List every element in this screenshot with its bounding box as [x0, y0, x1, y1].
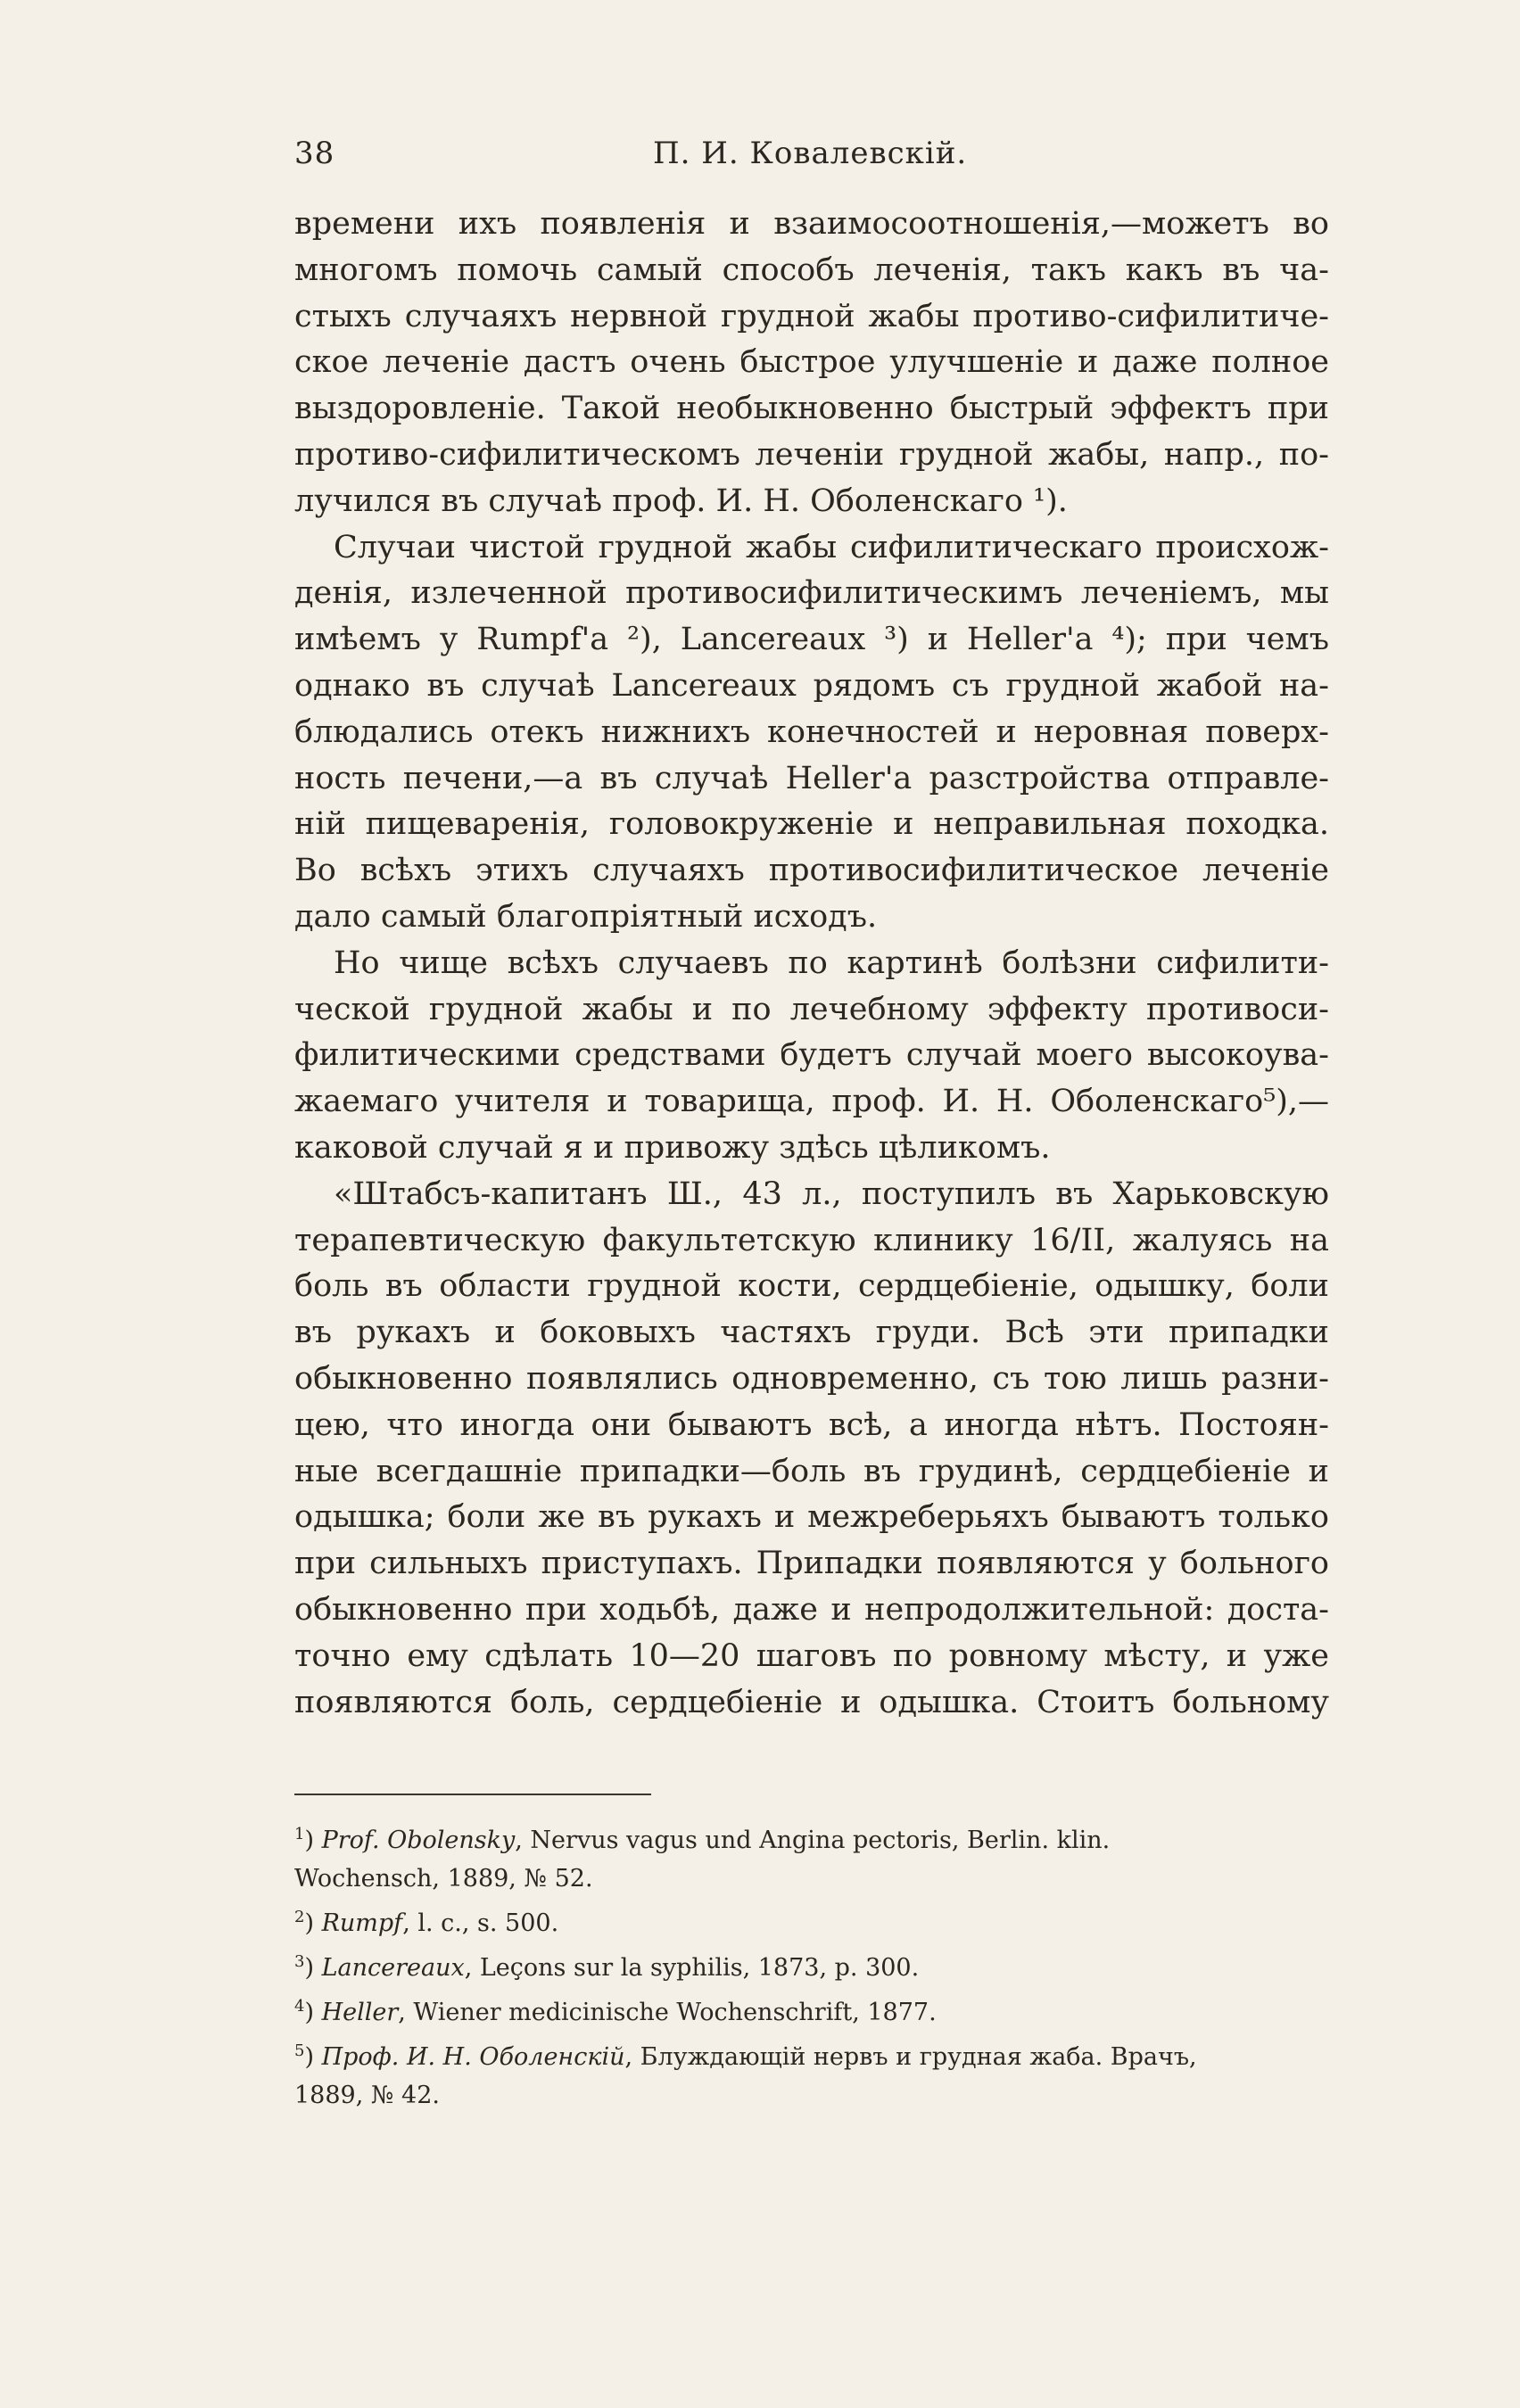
footnote-author: Lancereaux: [321, 1954, 465, 1982]
footnote-text: , Блуждающій нервъ и грудная жаба. Врачъ,: [624, 2043, 1197, 2071]
text-line: точно ему сдѣлать 10—20 шаговъ по ровному мѣсту, и уже: [294, 1637, 1329, 1674]
text-line: ные всегдашніе припадки—боль въ грудинѣ, сердцебіеніе и: [294, 1453, 1329, 1489]
text-line: однако въ случаѣ Lancereaux рядомъ съ грудной жабой на-: [294, 667, 1329, 704]
footnote-continuation: [294, 2076, 1329, 2115]
text-line: въ рукахъ и боковыхъ частяхъ груди. Всѣ эти припадки: [294, 1315, 1329, 1351]
footnote-author: Heller: [321, 1999, 399, 2026]
footnotes: [294, 1815, 1329, 2115]
footnote-continuation: [294, 1860, 1329, 1898]
text-line: имѣемъ у Rumpf'a ²), Lancereaux ³) и Heller'a ⁴); при чемъ: [294, 622, 1329, 658]
text-line: противо-сифилитическомъ леченіи грудной жабы, напр., по-: [294, 436, 1329, 473]
page-number: 38: [294, 136, 335, 171]
text-line: обыкновенно появлялись одновременно, съ тою лишь разни-: [294, 1360, 1329, 1397]
footnote: $^1$) Prof. Obolensky, Nervus vagus und Angina pectoris, Berlin. klin.: [294, 1825, 1111, 1854]
body-text: [294, 202, 1329, 1726]
text-line: Во всѣхъ этихъ случаяхъ противосифилитическое леченіе: [294, 853, 1329, 889]
footnote-mark: 2: [294, 1908, 305, 1926]
text-line: времени ихъ появленія и взаимосоотношенія,—можетъ во: [294, 206, 1329, 242]
text-line: дало самый благопріятный исходъ.: [294, 898, 878, 935]
footnote: $^4$) Heller, Wiener medicinische Wochenschrift, 1877.: [294, 1997, 937, 2026]
footnote-rule: [294, 1794, 651, 1795]
footnote-mark: 3: [294, 1952, 305, 1971]
text-line: выздоровленіе. Такой необыкновенно быстрый эффектъ при: [294, 391, 1329, 427]
text-line: филитическими средствами будетъ случай моего высокоува-: [294, 1037, 1329, 1074]
text-line: цею, что иногда они бываютъ всѣ, а иногда нѣтъ. Постоян-: [294, 1406, 1329, 1443]
footnote: $^5$) Проф. И. Н. Оболенскій, Блуждающій нервъ и грудная жаба. Врачъ,: [294, 2041, 1197, 2071]
text-line: терапевтическую факультетскую клинику 16/II, жалуясь на: [294, 1222, 1329, 1258]
running-title: П. И. Ковалевскій.: [653, 136, 968, 171]
text-line: при сильныхъ приступахъ. Припадки появляются у больного: [294, 1546, 1329, 1582]
text-line: лучился въ случаѣ проф. И. Н. Оболенскаго ¹).: [294, 482, 1068, 519]
text-line: стыхъ случаяхъ нервной грудной жабы противо-сифилитиче-: [294, 298, 1329, 334]
text-line: Случаи чистой грудной жабы сифилитическаго происхож-: [334, 529, 1329, 565]
footnote-mark: 1: [294, 1825, 305, 1843]
text-line: Но чище всѣхъ случаевъ по картинѣ болѣзни сифилити-: [334, 944, 1329, 981]
text-line: «Штабсъ-капитанъ Ш., 43 л., поступилъ въ Харьковскую: [334, 1175, 1329, 1212]
text-line: одышка; боли же въ рукахъ и межреберьяхъ бываютъ только: [294, 1499, 1329, 1536]
footnote-author: Проф. И. Н. Оболенскій: [321, 2043, 625, 2071]
footnote-text: , l. c., s. 500.: [402, 1909, 559, 1937]
text-line: ческой грудной жабы и по лечебному эффекту противоси-: [294, 991, 1329, 1027]
text-line: денія, излеченной противосифилитическимъ леченіемъ, мы: [294, 575, 1329, 612]
footnote: $^3$) Lancereaux, Leçons sur la syphilis, 1873, p. 300.: [294, 1952, 920, 1982]
footnote-mark: 4: [294, 1997, 305, 2016]
footnote-text: Wochensch, 1889, № 52.: [294, 1865, 593, 1893]
footnote-author: Prof. Obolensky: [321, 1827, 516, 1854]
footnote: $^2$) Rumpf, l. c., s. 500.: [294, 1908, 559, 1937]
text-line: обыкновенно при ходьбѣ, даже и непродолжительной: доста-: [294, 1591, 1329, 1628]
footnote-author: Rumpf: [321, 1909, 403, 1937]
text-line: ній пищеваренія, головокруженіе и неправильная походка.: [294, 806, 1329, 843]
text-line: многомъ помочь самый способъ леченія, такъ какъ въ ча-: [294, 252, 1329, 288]
footnote-text: , Nervus vagus und Angina pectoris, Berlin. klin.: [515, 1827, 1111, 1854]
footnote-text: , Leçons sur la syphilis, 1873, p. 300.: [464, 1954, 920, 1982]
text-line: каковой случай я и привожу здѣсь цѣликомъ.: [294, 1129, 1051, 1166]
footnote-mark: 5: [294, 2041, 305, 2060]
text-line: боль въ области грудной кости, сердцебіеніе, одышку, боли: [294, 1268, 1329, 1305]
footnote-text: 1889, № 42.: [294, 2082, 440, 2109]
text-line: ское леченіе дастъ очень быстрое улучшеніе и даже полное: [294, 344, 1329, 381]
footnote-text: , Wiener medicinische Wochenschrift, 1877.: [398, 1999, 937, 2026]
text-line: жаемаго учителя и товарища, проф. И. Н. Оболенскаго⁵),—: [294, 1084, 1329, 1120]
text-line: появляются боль, сердцебіеніе и одышка. Стоитъ больному: [294, 1684, 1329, 1720]
text-line: ность печени,—а въ случаѣ Heller'a разстройства отправле-: [294, 760, 1329, 796]
text-line: блюдались отекъ нижнихъ конечностей и неровная поверх-: [294, 713, 1329, 750]
